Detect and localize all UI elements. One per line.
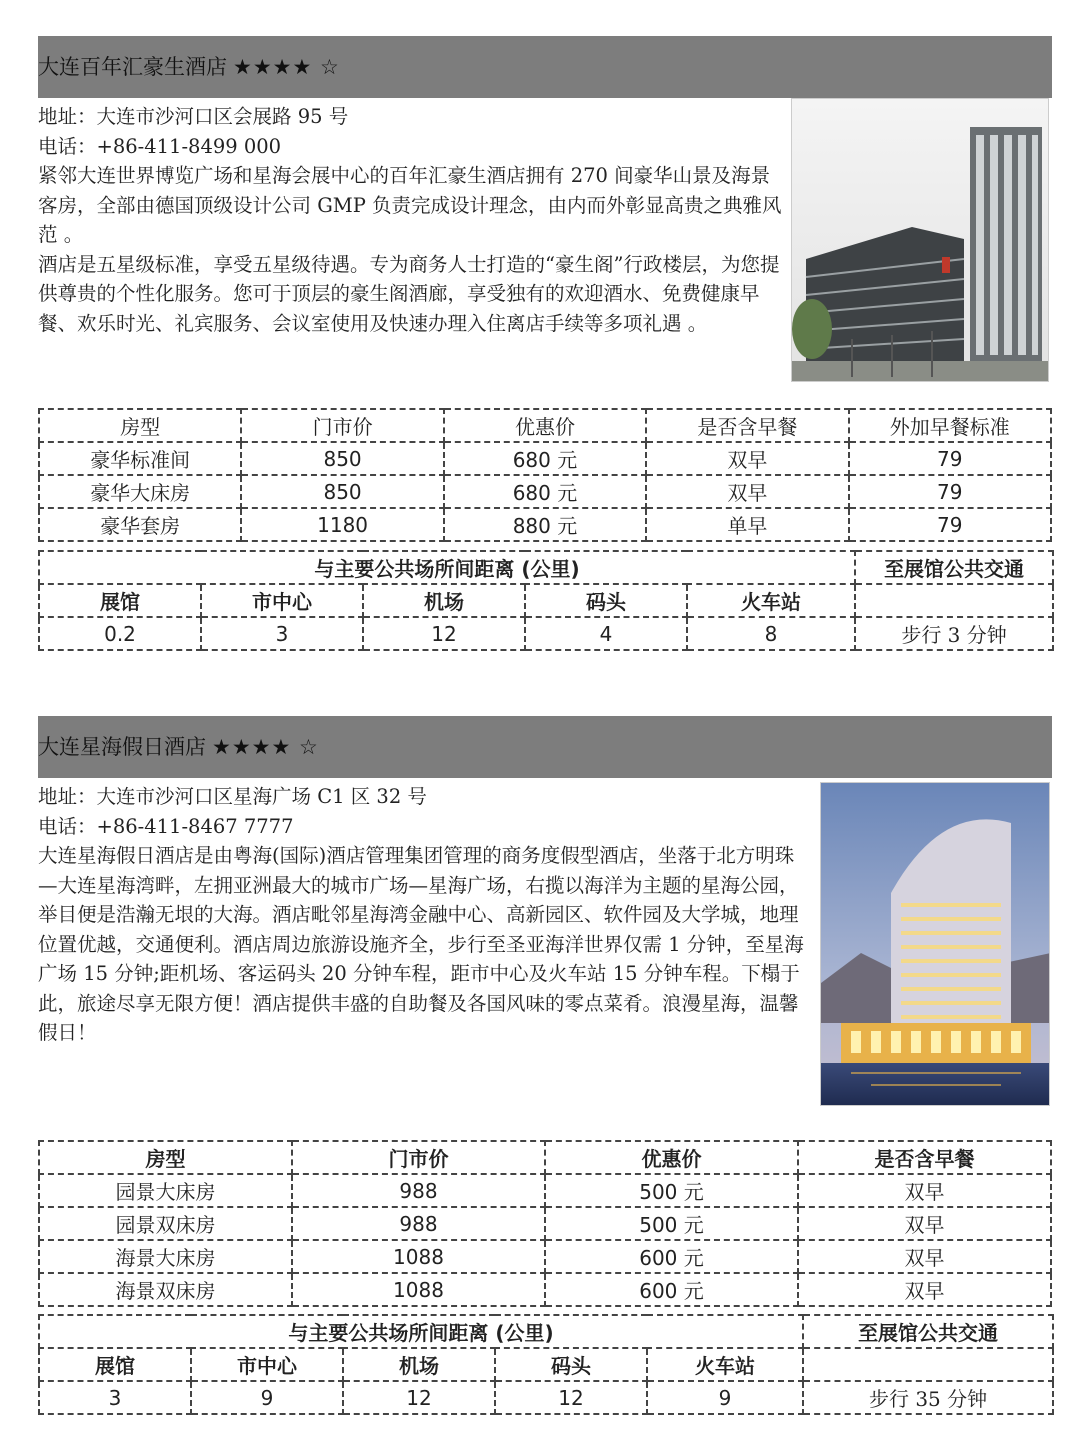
list-price: 1180 [241,508,443,541]
room-type: 园景大床房 [39,1174,292,1207]
table-header: 门市价 [292,1141,545,1174]
distance-value: 0.2 [39,617,201,650]
list-price: 1088 [292,1240,545,1273]
distance-title: 与主要公共场所间距离 (公里) [39,1315,803,1348]
table-header: 市中心 [191,1348,343,1381]
hotel-section-2 [38,716,1052,1411]
distance-value: 12 [363,617,525,650]
hotel-info [38,778,1052,1048]
distance-title: 与主要公共场所间距离 (公里) [39,551,855,584]
room-type: 海景双床房 [39,1273,292,1306]
breakfast: 双早 [798,1207,1051,1240]
room-type: 豪华标准间 [39,442,241,475]
empty-cell [803,1348,1053,1381]
distance-value: 4 [525,617,687,650]
list-price: 988 [292,1207,545,1240]
breakfast: 双早 [798,1273,1051,1306]
discount-price: 600 元 [545,1273,798,1306]
table-row [39,1207,1051,1240]
distance-value: 8 [687,617,855,650]
transport-value: 步行 35 分钟 [803,1381,1053,1414]
breakfast: 双早 [798,1240,1051,1273]
table-row [39,617,1053,650]
extra-breakfast: 79 [849,508,1051,541]
table-header: 码头 [495,1348,647,1381]
room-type: 海景大床房 [39,1240,292,1273]
breakfast: 双早 [798,1174,1051,1207]
room-price-table [38,1140,1052,1307]
breakfast: 双早 [646,442,848,475]
list-price: 850 [241,475,443,508]
discount-price: 500 元 [545,1207,798,1240]
table-header: 码头 [525,584,687,617]
table-header: 优惠价 [545,1141,798,1174]
hotel-description: 紧邻大连世界博览广场和星海会展中心的百年汇豪生酒店拥有 270 间豪华山景及海景客房，全部由德国顶级设计公司 GMP 负责完成设计理念，由内而外彰显高贵之典雅风范 。 [38,164,782,246]
table-header: 门市价 [241,409,443,442]
table-header: 是否含早餐 [798,1141,1051,1174]
distance-table [38,550,1054,651]
table-header: 房型 [39,1141,292,1174]
list-price: 988 [292,1174,545,1207]
distance-value: 12 [495,1381,647,1414]
table-header: 市中心 [201,584,363,617]
table-row [39,1273,1051,1306]
hotel-title-bar [38,36,1052,98]
discount-price: 500 元 [545,1174,798,1207]
table-row [39,442,1051,475]
hotel-info [38,98,1052,338]
table-row [39,1174,1051,1207]
star-rating: ★★★★ ☆ [212,735,319,759]
list-price: 850 [241,442,443,475]
table-header: 火车站 [647,1348,803,1381]
table-header: 是否含早餐 [646,409,848,442]
empty-cell [855,584,1053,617]
distance-value: 9 [191,1381,343,1414]
breakfast: 单早 [646,508,848,541]
hotel-name: 大连星海假日酒店 [38,735,206,759]
table-row [39,508,1051,541]
table-row [39,1381,1053,1414]
table-header: 外加早餐标准 [849,409,1051,442]
discount-price: 600 元 [545,1240,798,1273]
table-header: 机场 [343,1348,495,1381]
hotel-phone: 电话：+86-411-8499 000 [38,134,282,158]
transport-title: 至展馆公共交通 [855,551,1053,584]
room-type: 豪华套房 [39,508,241,541]
table-row [39,475,1051,508]
hotel-description: 大连星海假日酒店是由粤海(国际)酒店管理集团管理的商务度假型酒店，坐落于北方明珠—大连星海湾畔，左拥亚洲最大的城市广场—星海广场，右揽以海洋为主题的星海公园，举目便是浩瀚无垠的大海。酒店毗邻星海湾金融中心、高新园区、软件园及大学城，地理位置优越，交通便利。酒店周边旅游设施齐全，步行至圣亚海洋世界仅需 1 分钟，至星海广场 15 分钟;距机场、客运码头 20 分钟车程，距市中心及火车站 15 分钟车程。下榻于此，旅途尽享无限方便！酒店提供丰盛的自助餐及各国风味的零点菜肴。浪漫星海，温馨假日！ [38,844,804,1044]
discount-price: 680 元 [444,475,646,508]
hotel-photo [791,98,1049,382]
table-header: 展馆 [39,1348,191,1381]
discount-price: 880 元 [444,508,646,541]
hotel-address: 地址：大连市沙河口区会展路 95 号 [38,105,349,128]
distance-value: 12 [343,1381,495,1414]
table-header: 优惠价 [444,409,646,442]
table-header: 火车站 [687,584,855,617]
hotel-description: 酒店是五星级标准，享受五星级待遇。专为商务人士打造的“豪生阁”行政楼层，为您提供尊贵的个性化服务。您可于顶层的豪生阁酒廊，享受独有的欢迎酒水、免费健康早餐、欢乐时光、礼宾服务、会议室使用及快速办理入住离店手续等多项礼遇 。 [38,252,780,335]
distance-value: 3 [201,617,363,650]
star-rating: ★★★★ ☆ [233,55,340,79]
extra-breakfast: 79 [849,442,1051,475]
table-header: 展馆 [39,584,201,617]
table-header: 机场 [363,584,525,617]
distance-value: 3 [39,1381,191,1414]
breakfast: 双早 [646,475,848,508]
discount-price: 680 元 [444,442,646,475]
room-type: 豪华大床房 [39,475,241,508]
hotel-name: 大连百年汇豪生酒店 [38,55,227,79]
hotel-address: 地址：大连市沙河口区星海广场 C1 区 32 号 [38,785,427,808]
distance-value: 9 [647,1381,803,1414]
room-type: 园景双床房 [39,1207,292,1240]
hotel-title-bar [38,716,1052,778]
transport-value: 步行 3 分钟 [855,617,1053,650]
room-price-table [38,408,1052,542]
extra-breakfast: 79 [849,475,1051,508]
transport-title: 至展馆公共交通 [803,1315,1053,1348]
table-header: 房型 [39,409,241,442]
list-price: 1088 [292,1273,545,1306]
hotel-section-1 [38,36,1052,647]
table-row [39,1240,1051,1273]
distance-table [38,1314,1054,1415]
hotel-photo [820,782,1050,1106]
hotel-phone: 电话：+86-411-8467 7777 [38,814,294,838]
